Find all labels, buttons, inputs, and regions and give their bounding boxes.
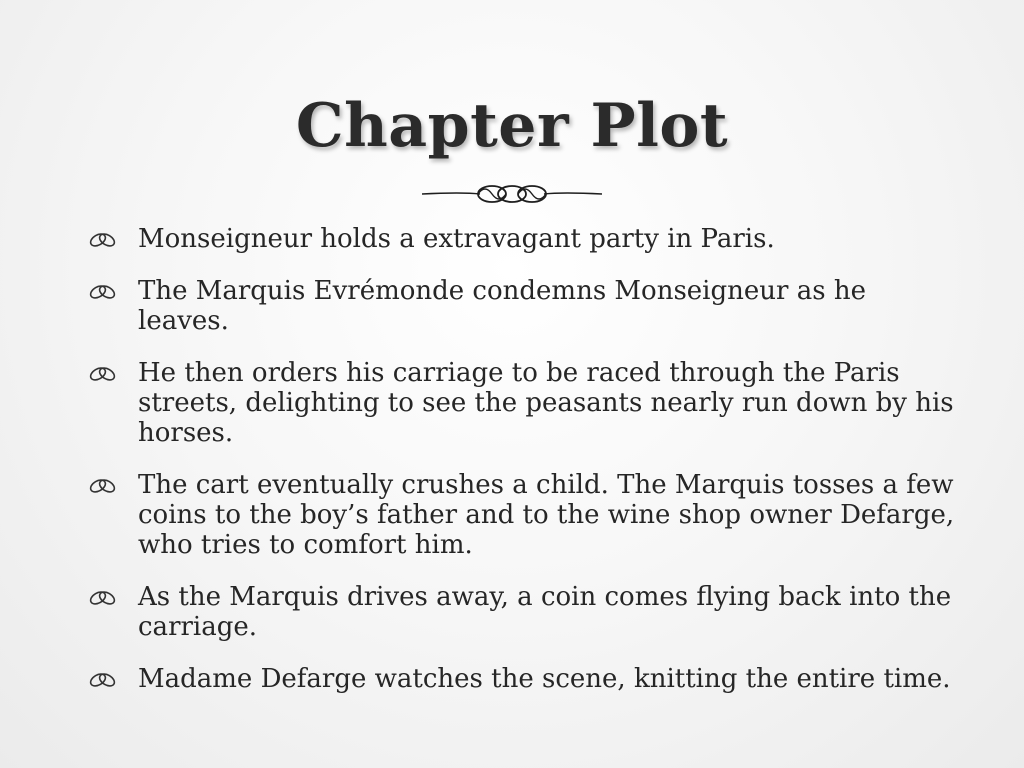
bullet-item bbox=[86, 358, 956, 448]
bullet-item bbox=[86, 224, 956, 254]
interlocking-loops-bullet-icon bbox=[86, 229, 120, 251]
interlocking-loops-bullet-icon bbox=[86, 363, 120, 385]
bullet-item bbox=[86, 470, 956, 560]
interlocking-loops-bullet-icon bbox=[86, 669, 120, 691]
bullet-text: Madame Defarge watches the scene, knitting the entire time. bbox=[138, 664, 951, 694]
interlocking-loops-bullet-icon bbox=[86, 587, 120, 609]
bullet-text: The cart eventually crushes a child. The Marquis tosses a few coins to the boy’s father and to the wine shop owner Defarge, who tries to comfort him. bbox=[138, 470, 955, 560]
bullet-item bbox=[86, 582, 956, 642]
bullet-text: As the Marquis drives away, a coin comes flying back into the carriage. bbox=[138, 582, 952, 642]
flourish-divider-icon bbox=[422, 180, 602, 208]
slide-title: Chapter Plot bbox=[295, 91, 729, 162]
bullet-text: He then orders his carriage to be raced through the Paris streets, delighting to see the peasants nearly run down by his horses. bbox=[138, 358, 954, 448]
bullet-text: The Marquis Evrémonde condemns Monseigneur as he leaves. bbox=[138, 276, 866, 336]
bullet-item bbox=[86, 664, 956, 694]
bullet-text: Monseigneur holds a extravagant party in Paris. bbox=[138, 224, 775, 254]
bullet-item bbox=[86, 276, 956, 336]
interlocking-loops-bullet-icon bbox=[86, 475, 120, 497]
interlocking-loops-bullet-icon bbox=[86, 281, 120, 303]
bullet-list bbox=[86, 224, 956, 716]
